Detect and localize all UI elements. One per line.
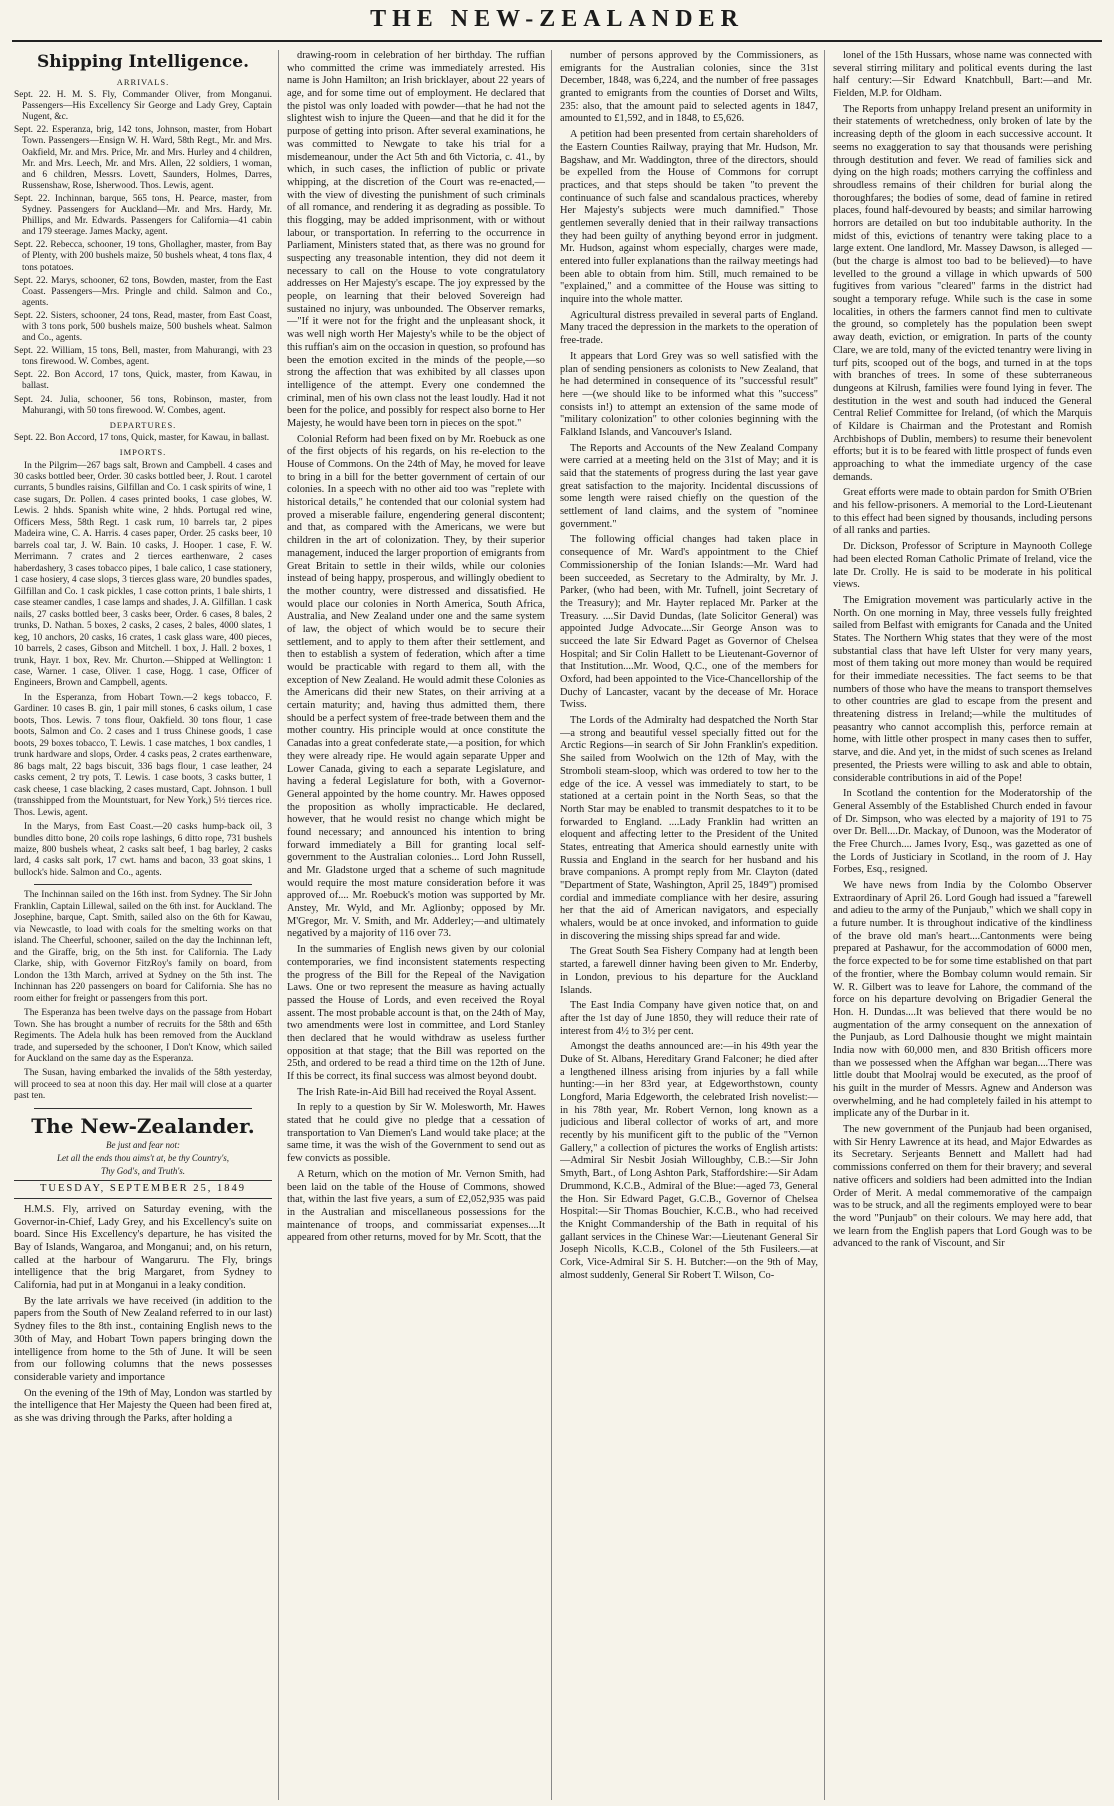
paragraph: In reply to a question by Sir W. Molesworth, Mr. Hawes stated that he could give no pledge that a cessation of transportation to Van Diemen's Land would take place; at the same time, it was the wish of the Government to send out as few convicts as possible. [287,1102,545,1165]
shipping-note: The Inchinnan sailed on the 16th inst. from Sydney. The Sir John Franklin, Captain Lillewal, sailed on the 6th inst. for Auckland. The Josephine, barque, Capt. Smith, sailed also on the 6th for Kawau, via Newcastle, to load with coals for the smelting works on that island. The Cheerful, schooner, sailed on the day the Inchinnan left, and the Giraffe, brig, on the 5th inst. for California. The Lady Clarke, ship, with Governor FitzRoy's family on board, from London the 13th March, arrived at Sydney on the 5th inst. The Inchinnan has 220 passengers on board for California. She has no room either for freight or passengers from this port. [14,890,272,1004]
departure-entry: Sept. 22. Bon Accord, 17 tons, Quick, master, for Kawau, in ballast. [14,433,270,444]
masthead [0,0,1114,46]
paragraph: By the late arrivals we have received (in addition to the papers from the South of New Zealand referred to in our last) Sydney files to the 8th inst., containing English news to the 30th of May, and Hobart Town papers bringing down the intelligence from home to the 5th of June. It will be seen from our following columns that the news possesses considerable variety and importance [14,1295,272,1383]
column-2 [287,50,552,1800]
section-divider [34,884,252,885]
shipping-note: The Esperanza has been twelve days on the passage from Hobart Town. She has brought a number of recruits for the 58th and 65th Regiments. The Adela hulk has been removed from the Auckland trade, and superseded by the schooner, I Don't Know, which sailed for Auckland on the same day as the Esperanza. [14,1008,272,1064]
paragraph: The Great South Sea Fishery Company had at length been started, a farewell dinner having been given to Mr. Enderby, in London, previous to his departure for the Auckland Islands. [560,946,818,996]
paragraph: drawing-room in celebration of her birthday. The ruffian who committed the crime was immediately arrested. His name is John Hamilton; an Irish bricklayer, about 22 years of age, and for some time out of employment. He declared that the pistol was only loaded with powder—that he had not the slightest wish to injure the Queen—and that he did it for the purpose of getting into prison. After several examinations, he was committed to Newgate to take his trial for a misdemeanour, under the Act 5th and 6th Victoria, c. 41., by which, in such cases, the infliction of public or private whipping, at the discretion of the Court was re-enacted,—with the view of divesting the punishment of such criminals of all romance, and rendering it as degrading as possible. To this flogging, may be added imprisonment, with or without labour, or transportation. In referring to the occurrence in Parliament, Ministers stated that, as there was no ground for suspecting any treasonable intention, they did not deem it necessary to call on the House to vote congratulatory addresses on Her Majesty's escape. The joy expressed by the people, on learning that their beloved Sovereign had sustained no injury, was unbounded. The Observer remarks,—"If it were not for the fright and the unpleasant shock, it was well nigh worth Her Majesty's while to be the object of this ruffian's aim on the occasion in question, so profound has been the emotion excited in the minds of the people,—so strong the affection that was exhibited by all classes upon intelligence of the attempt. Every one condemned the criminal, men of his own class not the least loudly. Had it not been for the police, and possibly for respect also borne to Her Majesty, he would have been torn in pieces on the spot." [287,50,545,429]
import-entry: In the Marys, from East Coast.—20 casks hump-back oil, 3 bundles ditto bone, 20 coils rope lashings, 6 ditto rope, 731 bushels maize, 800 bushels wheat, 2 casks salt beef, 1 bag barley, 2 casks lard, 4 casks salt pork, 17 cwt. hams and bacon, 33 goat skins, 1 bullock's hide. Salmon and Co., agents. [14,822,272,878]
paragraph: The Lords of the Admiralty had despatched the North Star—a strong and beautiful vessel specially fitted out for the Arctic Regions—in search of Sir John Franklin's expedition. She sailed from Woolwich on the 12th of May, with the Stromboli steam-sloop, which was ordered to tow her to the edge of the ice. A vessel was immediately to start, to be stationed at a certain point in the North Seas, so that the North Star may be enabled to transmit despatches to it to be forwarded to England. ....Lady Franklin had written an eloquent and affecting letter to the President of the United States, entreating that America should earnestly unite with Russia and England in the search for her husband and his brave companions. A prompt reply from Mr. Clayton (dated "Department of State, Washington, April 25, 1849") promised cordial and immediate compliance with her desire, assuring her that the aid of American navigators, and especially whalers, would be at once invoked, and information to guide in discovering the missing ships spread far and wide. [560,715,818,942]
shipping-note: The Susan, having embarked the invalids of the 58th yesterday, will proceed to sea at noon this day. Her mail will close at a quarter past ten. [14,1068,272,1102]
section-divider [34,1108,252,1109]
paragraph: A petition had been presented from certain shareholders of the Eastern Counties Railway, praying that Mr. Hudson, Mr. Bagshaw, and Mr. Waddington, three of the directors, should be expelled from the House of Commons for corrupt practices, and that steps should be taken "to prevent the continuance of such false and scandalous practices, whereby Her Majesty's subjects were much damnified." Those gentlemen severally denied that in their railway transactions they had been guilty of anything beyond error in judgment. Mr. Hudson, against whom especially, charges were made, entered into fuller explanations than the railway meetings had been able to obtain from him. Still, much remained to be "explained," and a committee of the House was sitting to inquire into the whole matter. [560,129,818,306]
arrival-entry: Sept. 22. Marys, schooner, 62 tons, Bowden, master, from the East Coast. Passengers—Mrs. Pringle and child. Salmon and Co., agents. [14,275,272,308]
imports-list [14,461,272,880]
motto-line: Thy God's, and Truth's. [100,1166,186,1177]
column-3 [560,50,825,1800]
arrival-entry: Sept. 22. William, 15 tons, Bell, master, from Mahurangi, with 23 tons firewood. W. Combes, agent. [14,346,272,368]
paragraph: The East India Company have given notice that, on and after the 1st day of June 1850, they will reduce their rate of interest from 4½ to 3½ per cent. [560,1000,818,1037]
arrival-entry: Sept. 24. Julia, schooner, 56 tons, Robinson, master, from Mahurangi, with 50 tons firewood. W. Combes, agent. [14,394,272,416]
paragraph: number of persons approved by the Commissioners, as emigrants for the Australian colonies, since the 31st December, 1848, was 6,224, and the number of free passages granted to emigrants from the counties of Dorset and Wilts, 235: also, that the amount paid to selected agents in 1847, amounted to £1,592, and in 1848, to £5,626. [560,50,818,125]
column-1 [14,50,279,1800]
paragraph: Amongst the deaths announced are:—in his 49th year the Duke of St. Albans, Hereditary Grand Falconer; he died after a lengthened illness arising from injuries by a fall while hunting:—in her 83rd year, at Edgeworthstown, county Longford, Maria Edgeworth, the celebrated Irish novelist:—in his 78th year, Mr. Robert Vernon, long known as a judicious and liberal collector of works of art, and more recently by his munificent gift to the public of the "Vernon Gallery," a collection of pictures the works of English artists:—Admiral Sir Nesbit Josiah Willoughby, C.B.:—Sir John Smyth, Bart., of Long Ashton Park, Staffordshire:—Sir Adam Drummond, K.C.B., Admiral of the Blue:—aged 73, General the Hon. Sir Edward Paget, G.C.B., Governor of Chelsea Hospital:—Sir Thomas Bouchier, K.C.B., who had received the Knight Commandership of the Bath in requital of his gallant services in the Chinese War:—Lieutenant General Sir Joseph Nicolls, K.C.B., Colonel of the 5th Fusileers.—at Cork, Vice-Admiral Sir S. H. Butcher:—on the 9th of May, almost suddenly, General Sir Robert T. Wilson, Co- [560,1041,818,1281]
arrival-entry: Sept. 22. Bon Accord, 17 tons, Quick, master, from Kawau, in ballast. [14,370,272,392]
arrival-entry: Sept. 22. Sisters, schooner, 24 tons, Read, master, from East Coast, with 3 tons pork, 500 bushels maize, 500 bushels wheat. Salmon and Co., agents. [14,310,272,344]
paragraph: We have news from India by the Colombo Observer Extraordinary of April 26. Lord Gough had issued a "farewell and adieu to the army of the Punjaub," which we shall copy in a future number. It is throughout indicative of the kindliness of the brave old man's heart....Cantonments were being prepared at Pashawur, for the accommodation of 6000 men, the force expected to be for some time established on that part of the frontier, where the Bombay column would remain. Sir W. R. Gilbert was to leave for Lahore, the command of the force on his departure devolving on Brigadier General the Hon. H. Dundas....It was believed that there would be no augmentation of the army consequent on the annexation of the Punjaub, as Lord Dalhousie thought we might maintain India now with 60,000 men, and 830 British officers more than we possessed when the Affghan war began....There was little doubt that Moolraj would be executed, as the proof of his guilt in the murder of Messrs. Agnew and Anderson was overwhelming, and he had completely failed in his attempt to implicate any of the Durbar in it. [833,880,1092,1120]
arrival-entry: Sept. 22. H. M. S. Fly, Commander Oliver, from Monganui. Passengers—His Excellency Sir George and Lady Grey, Captain Nugent, &c. [14,90,272,123]
paragraph: H.M.S. Fly, arrived on Saturday evening, with the Governor-in-Chief, Lady Grey, and his Excellency's suite on board. Since His Excellency's departure, he has visited the Bay of Islands, Wangaroa, and Monganui; and, on his return, called at the harbour of Wangaruru. The Fly, brings intelligence that the brig Margaret, from Sydney to California, had put in at Monganui in a leaky condition. [14,1203,272,1292]
arrival-entry: Sept. 22. Esperanza, brig, 142 tons, Johnson, master, from Hobart Town. Passengers—Ensign W. H. Ward, 58th Regt., Mr. and Mrs. Oakfield, Mr. and Mrs. Price, Mr. and Mrs. Hurley and 4 children, Mr. and Mrs. Leech, Mr. and Mrs. Allen, 22 soldiers, 1 woman, and 6 children, Messrs. Lovett, Saunders, Holmes, Darres, Russenshaw, Rose, Isherwood. Thos. Lewis, agent. [14,125,272,191]
paragraph: A Return, which on the motion of Mr. Vernon Smith, had been laid on the table of the House of Commons, showed that, within the last five years, a sum of £2,052,935 was paid in the Australian and miscellaneous possessions for the maintenance of troops, and commissariat expenses....It appeared from other returns, moved for by Mr. Scott, that the [287,1168,545,1244]
paragraph: The following official changes had taken place in consequence of Mr. Ward's appointment to the Chief Commissionership of the Ionian Islands:—Mr. Ward had been succeeded, as Secretary to the Admiralty, by Mr. J. Parker, (who had been, with Mr. Tufnell, joint Secretary of the Treasury); and Mr. Hayter replaced Mr. Parker at the Treasury. ....Sir David Dundas, (late Solicitor General) was appointed Judge Advocate....Sir George Anson was to succeed the late Sir Edward Paget as Governor of Chelsea Hospital; and Sir Colin Hallett to be Lieutenant-Governor of that Institution....Mr. Wood, Q.C., one of the members for Oxford, had been appointed to the Vice-Chancellorship of the Duchy of Lancaster, vacant by the decease of Mr. Horace Twiss. [560,534,818,711]
motto-line: Let all the ends thou aims't at, be thy Country's, [56,1153,230,1164]
import-entry: In the Esperanza, from Hobart Town.—2 kegs tobacco, F. Gardiner. 10 cases B. gin, 1 pair mill stones, 6 casks oilum, 1 case boots, Thos. Lewis. 7 tons flour, Oakfield. 30 tons flour, 1 case boots, Salmon and Co. 2 cases and 1 truss Chinese goods, 1 case boots, 29 boxes tobacco, T. Lewis. 1 case matches, 1 box candles, 1 trunk hardware and slops, Order. 4 casks peas, 2 crates earthenware, 86 bags malt, 22 bags biscuit, 336 bags flour, 1 case leather, 24 casks cement, 2 try pots, T. Lewis. 1 case boots, 3 casks butter, 1 cask cheese, 1 case blacking, 2 cases mustard, Capt. Johnson. 1 bull (transshipped from the Mountstuart, for New York,) 5½ tierces rice. Thos. Lewis, agent. [14,692,272,818]
departures-label: DEPARTURES. [109,419,177,430]
paragraph: The Reports and Accounts of the New Zealand Company were carried at a meeting held on the 31st of May; and it is said that the statements of progress during the last year gave great satisfaction to the majority. Incidental discussions of some length were raised chiefly on the question of the settlement of land claims, and the system of "nominee government." [560,442,818,530]
newspaper-title: THE NEW-ZEALANDER [370,6,744,32]
arrival-entry: Sept. 22. Rebecca, schooner, 19 tons, Ghollagher, master, from Bay of Plenty, with 200 bushels maize, 50 bushels wheat, 4 tons flax, 4 tons potatoes. [14,240,272,273]
paragraph: The Reports from unhappy Ireland present an uniformity in their statements of wretchedness, only broken of late by the increasing depth of the gloom in each successive account. It seems no exaggeration to say that thousands were perishing through destitution and fever. We read of families sick and dying on the high roads; mothers carrying the coffinless and shroudless remains of their children for burial along the thoroughfares; the bodies of some, dead of famine in retired places, found half-devoured by beasts; and similar harrowing horrors are detailed on but too indubitable authority. In the midst of this, evictions of tenantry were taking place to a large extent. One landlord, Mr. Massey Dawson, is alleged —(but the charge is almost too bad to be believed)—to have levelled to the ground a village in which upwards of 500 fugitives from various "cleared" farms in the district had sought a temporary refuge. While such is the case in some localities, in others the farmers cannot find men to cultivate the ground, so completely has the population been swept away death, eviction, or emigration. In parts of the county Clare, we are told, many of the evicted tenantry were living in turf pits, scooped out of the bogs, and turned in at the tops with branches of trees. In some of these subterraneous dungeons at Kilrush, families were found lying in fever. The destitution in the west and south had induced the General Central Relief Committee for Ireland, (of which the Marquis of Kildare is Chairman and the Protestant and Romish Archbishops of Dublin, members) to resume their benevolent efforts; but it is to be feared with little prospect of funds even approaching to what the immediate urgency of the case demands. [833,103,1092,483]
arrival-entry: Sept. 22. Inchinnan, barque, 565 tons, H. Pearce, master, from Sydney. Passengers for Auckland—Mr. and Mrs. Hardy, Mr. Phillips, and Mr. Edwards. Passengers for California—41 cabin and 179 steerage. James Macky, agent. [14,193,272,238]
editorial-title: The New-Zealander. [31,1113,255,1138]
paragraph: Agricultural distress prevailed in several parts of England. Many traced the depression in the markets to the operation of free-trade. [560,309,818,347]
dateline: TUESDAY, SEPTEMBER 25, 1849 [14,1180,272,1199]
paragraph: Colonial Reform had been fixed on by Mr. Roebuck as one of the first objects of his regards, on his re-election to the House of Commons. On the 24th of May, he moved for leave to bring in a bill for the better government of certain of our colonies. In a speech with no other aid too was "replete with historical details," he contended that our colonial system had proved a miserable failure, engendering general discontent; and that, as compared with the Americans, we were but children in the art of colonization. They, by their superior management, induced the larger proportion of emigrants from Great Britain to settle in their wilds, while our colonies instead of being happy, prosperous, and willingly obedient to the mother country, were distressed and dissatisfied. He would place our colonies in North America, South Africa, Australia, and New Zealand under one and the same system of law, the object of which would be to secure their settlement, and to apply to them after their settlement, and then to establish a system of federation, which after a time would be practicable with regard to them all, with the exception of New Zealand. He would admit these Colonies as the Americans did their new States, on their arriving at a certain maturity; and, having thus admitted them, there should be a perfect system of free-trade between them and the mother country. His principle would at once constitute the Canadas into a great confederate state,—a position, for which they were already ripe. He would again separate Upper and Lower Canada, giving to each a separate Legislature, and having a federal Legislature for both, with a Governor-General appointed by the home country. Mr. Hawes opposed the proposition as wholly impracticable. He declared, however, that he would resist no change which might be found necessary; and announced his intention to bring forward immediately a Bill for granting local self-government to the Australian colonies... Lord John Russell, and Mr. Gladstone urged that a scheme of such magnitude would require the most mature consideration before it was approved of.... Mr. Roebuck's motion was supported by Mr. Anstey, Mr. Wyld, and Mr. Aglionby; opposed by Mr. M'Gregor, Mr. V. Smith, and Mr. Adderley;—and ultimately negatived by a majority of 116 over 73. [287,433,545,940]
arrivals-label: ARRIVALS. [116,76,170,87]
shipping-notes [14,890,272,1102]
paragraph: In Scotland the contention for the Moderatorship of the General Assembly of the Established Church ended in favour of Dr. Simpson, who was elected by a majority of 191 to 75 over Dr. Bell....Dr. Mackay, of Dunoon, was the Moderator of the Free Church.... James Ivory, Esq., was gazetted as one of the Lords of Justiciary in Scotland, in the room of J. Hay Forbes, Esq., resigned. [833,788,1092,876]
paragraph: The new government of the Punjaub had been organised, with Sir Henry Lawrence at its head, and Major Edwardes as its Secretary. Serjeants Bennett and Mallett had had commissions conferred on them for their bravery; and several native officers and soldiers had been admitted into the Indian Order of Merit. A medal commemorative of the campaign was to be struck, and all the regiments employed were to bear the word "Punjaub" on their colours. We may here add, that we learn from the English papers that Lord Gough was to be advanced to the rank of Viscount, and Sir [833,1124,1092,1250]
arrivals-list [14,90,272,417]
paragraph: It appears that Lord Grey was so well satisfied with the plan of sending pensioners as colonists to New Zealand, that he had determined in consequence of its "successful result" here —(we should like to be informed what this "success" consists in!) to attempt an extension of the same mode of "military colonization" to other colonies beginning with the Falkland Islands, and Vancouver's Island. [560,350,818,438]
column-4 [833,50,1098,1800]
paragraph: The Emigration movement was particularly active in the North. On one morning in May, three vessels fully freighted sailed from Belfast with emigrants for Canada and the United States. The Northern Whig states that they were of the most substantial class that have left Ulster for very many years, most of them taking out more money than would be required for their immediate necessities. The fact seems to be that numbers of those who have the means to transport themselves to other countries are glad to escape from the present and threatening distress in Ireland;—while the multitudes of peasantry who cannot accomplish this, perforce remain at home, with little other prospect in many cases then to suffer, starve, and die. And yet, in the midst of such scenes as Ireland presented, the Priests were willing to ask and able to obtain, considerable contributions in aid of the Pope! [833,594,1092,784]
paragraph: lonel of the 15th Hussars, whose name was connected with several stirring military and political events during the last half century:—Sir Edward Knatchbull, Bart:—and Mr. Fielden, M.P. for Oldham. [833,50,1092,100]
departures-list [14,433,272,444]
paragraph: On the evening of the 19th of May, London was startled by the intelligence that Her Majesty the Queen had been fired at, as she was driving through the Parks, after holding a [14,1387,272,1424]
paragraph: The Irish Rate-in-Aid Bill had received the Royal Assent. [297,1086,537,1098]
import-entry: In the Pilgrim—267 bags salt, Brown and Campbell. 4 cases and 30 casks bottled beer, Order. 30 casks bottled beer, J. Rout. 1 carotel currants, 5 bundles raisins, Gilfillan and Co. 1 cask spirits of wine, 1 case sugars, Dr. Pollen. 4 cases printed books, 1 case globes, W. Lewis. 2 hhds. Spanish white wine, 2 hhds. Portugal red wine, Officers Mess, 58th Regt. 1 cask rum, 10 barrels tar, 2 pipes Madeira wine, C. A. Harris. 4 cases paper, Order. 25 casks beer, 10 barrels coal tar, J. W. Bain. 10 casks, J. Hooper. 1 case, F. W. Merrimann. 7 crates and 2 tierces earthenware, 2 cases haberdashery, 3 cases tobacco pipes, 1 bale calico, 1 case stationery, 1 case hosiery, 4 case slops, 3 tierces glass ware, 20 bundles spades, Gilfillan and Co. 1 cask pickles, 1 case cotton prints, 1 bale shirts, 1 case steamer candles, 1 case lamps and shades, J. A. Gilfillan. 1 cask nails, 27 casks bottled beer, 3 casks beer, Order. 6 cases, 8 bales, 2 trunks, D. Nathan. 5 boxes, 2 casks, 2 cases, 2 bales, 4000 slates, 1 keg, 10 anchors, 20 casks, 16 crates, 1 cask glass ware, 400 pieces, 10 barrels, 2 cases, Gibson and Mitchell. 1 box, J. Hall. 2 boxes, 1 trunk, Hayr. 1 box, Rev. Mr. Churton.—Shipped at Wellington: 1 case, Warner. 1 case, Oliver. 1 case, Hogg. 1 case, Officer of Engineers, Brown and Campbell, agents. [14,460,272,689]
shipping-heading: Shipping Intelligence. [37,52,249,72]
paragraph: Dr. Dickson, Professor of Scripture in Maynooth College had been elected Roman Catholic Primate of Ireland, vice the late Dr. Crolly. He is said to be moderate in his political views. [833,541,1092,591]
paragraph: Great efforts were made to obtain pardon for Smith O'Brien and his fellow-prisoners. A memorial to the Lord-Lieutenant to this effect had been signed by thousands, including persons of all ranks and parties. [833,487,1092,537]
motto-line: Be just and fear not: [106,1140,180,1151]
columns [14,50,1104,1800]
masthead-rule [12,40,1102,42]
paragraph: In the summaries of English news given by our colonial contemporaries, we find inconsistent statements respecting the progress of the Bill for the Repeal of the Navigation Laws. One or two represent the measure as having actually passed the House of Lords, and even received the Royal assent. The most probable account is that, on the 24th of May, two amendments were lost in committee, and Lord Stanley then declared that he would withdraw as useless further opposition at that stage; that the Bill was reported on the 25th, and ordered to be read a third time on the 12th of June. If this be correct, its final success was almost beyond doubt. [287,944,545,1082]
imports-label: IMPORTS. [119,447,167,458]
